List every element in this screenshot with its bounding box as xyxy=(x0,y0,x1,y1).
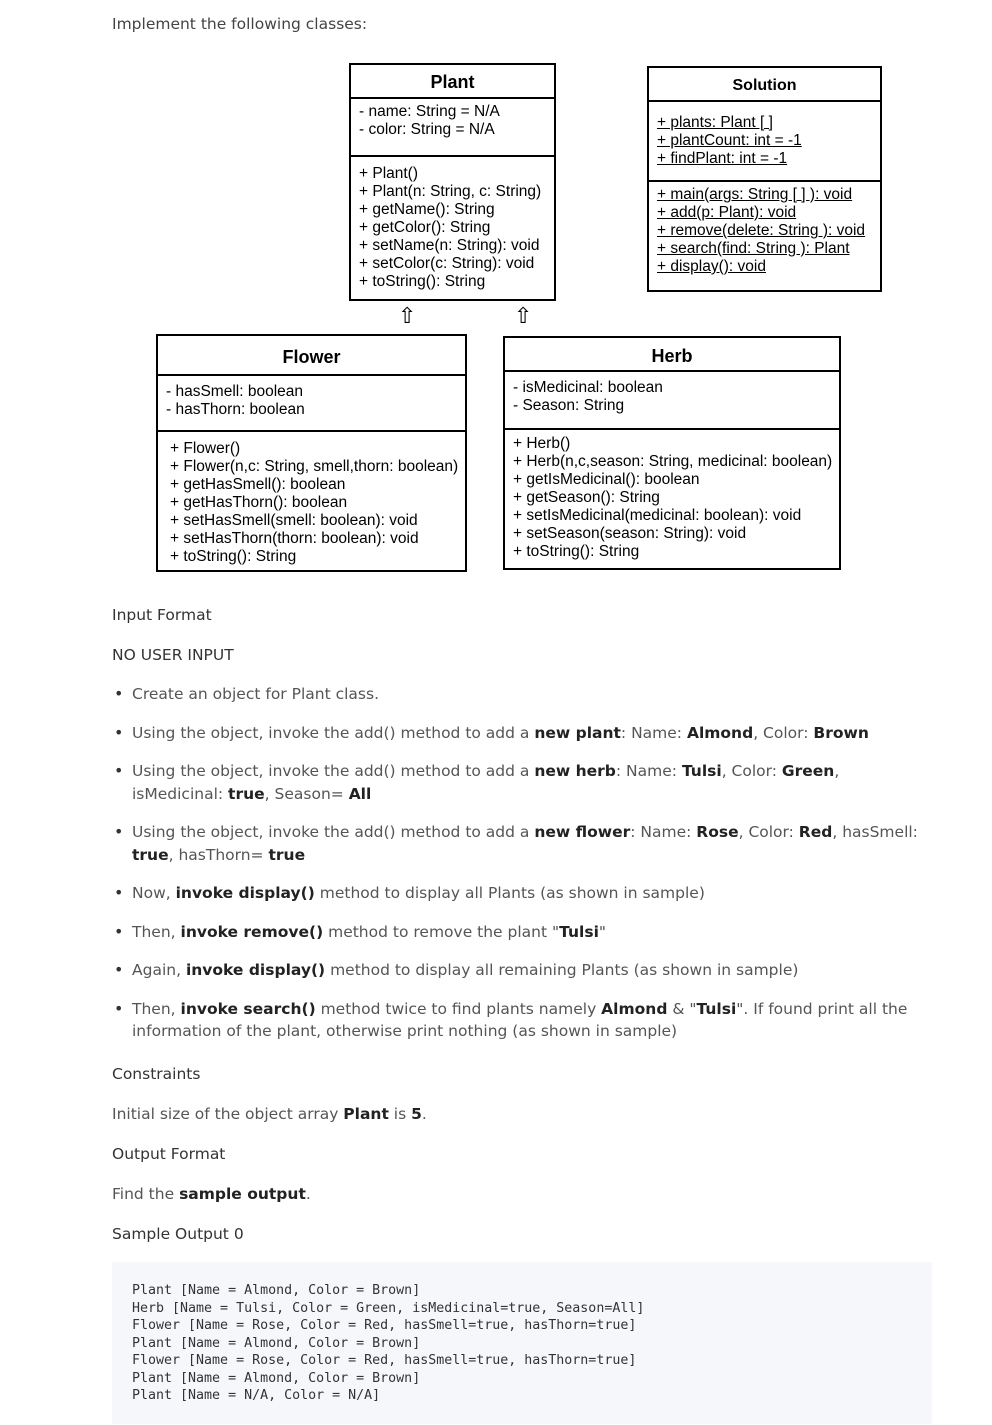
code-line: Flower [Name = Rose, Color = Red, hasSmell=true, hasThorn=true] xyxy=(132,1353,637,1368)
list-item: • Then, invoke search() method twice to find plants namely Almond & "Tulsi". If found print all the information of the plant, otherwise print nothing (as shown in sample) xyxy=(112,998,932,1043)
uml-method: + Herb(n,c,season: String, medicinal: boolean) xyxy=(513,453,833,470)
constraints-heading: Constraints xyxy=(112,1065,201,1083)
uml-attribute: + findPlant: int = -1 xyxy=(657,150,788,167)
uml-method: + getSeason(): String xyxy=(513,489,660,506)
uml-method: + Herb() xyxy=(513,435,571,452)
uml-method: + getHasSmell(): boolean xyxy=(170,476,346,493)
list-item: • Now, invoke display() method to display all Plants (as shown in sample) xyxy=(112,882,932,905)
code-line: Plant [Name = Almond, Color = Brown] xyxy=(132,1335,421,1351)
uml-method: + remove(delete: String ): void xyxy=(657,222,866,239)
uml-method: + setHasSmell(smell: boolean): void xyxy=(170,512,418,529)
sample-output-block xyxy=(112,1262,932,1424)
uml-method: + getName(): String xyxy=(359,201,495,218)
uml-class-flower xyxy=(156,334,467,572)
constraints-text: Initial size of the object array Plant is 5. xyxy=(112,1105,427,1123)
uml-method: + toString(): String xyxy=(170,548,297,565)
uml-method: + Plant() xyxy=(359,165,419,182)
uml-attribute: - hasThorn: boolean xyxy=(166,401,305,418)
list-item: • Using the object, invoke the add() method to add a new herb: Name: Tulsi, Color: Green, isMedicinal: true, Season= All xyxy=(112,760,932,805)
list-item: • Using the object, invoke the add() method to add a new flower: Name: Rose, Color: Red, hasSmell: true, hasThorn= true xyxy=(112,821,932,866)
input-format-heading: Input Format xyxy=(112,606,212,624)
code-line: Herb [Name = Tulsi, Color = Green, isMedicinal=true, Season=All] xyxy=(132,1300,645,1316)
uml-attributes xyxy=(505,372,839,430)
uml-methods xyxy=(649,182,880,280)
uml-class-solution xyxy=(647,66,882,292)
uml-method: + setHasThorn(thorn: boolean): void xyxy=(170,530,419,547)
uml-attribute: - color: String = N/A xyxy=(359,121,495,138)
uml-method: + toString(): String xyxy=(359,273,486,290)
inheritance-arrow-icon: ⇧ xyxy=(514,304,533,329)
uml-attribute: + plantCount: int = -1 xyxy=(657,132,802,149)
uml-class-name: Herb xyxy=(505,338,839,372)
list-item: • Using the object, invoke the add() method to add a new plant: Name: Almond, Color: Brown xyxy=(112,722,932,745)
no-user-input-text: NO USER INPUT xyxy=(112,646,234,664)
uml-method: + getIsMedicinal(): boolean xyxy=(513,471,700,488)
sample-output-heading: Sample Output 0 xyxy=(112,1225,244,1243)
instruction-list xyxy=(112,683,932,1059)
uml-attributes xyxy=(649,102,880,182)
uml-attribute: - isMedicinal: boolean xyxy=(513,379,663,396)
inheritance-arrow-icon: ⇧ xyxy=(398,304,417,329)
uml-method: + getHasThorn(): boolean xyxy=(170,494,348,511)
uml-method: + main(args: String [ ] ): void xyxy=(657,186,853,203)
list-item: • Again, invoke display() method to display all remaining Plants (as shown in sample) xyxy=(112,959,932,982)
uml-method: + toString(): String xyxy=(513,543,640,560)
uml-method: + Flower(n,c: String, smell,thorn: boolean) xyxy=(170,458,459,475)
uml-class-herb xyxy=(503,336,841,570)
uml-method: + getColor(): String xyxy=(359,219,491,236)
uml-method: + setColor(c: String): void xyxy=(359,255,535,272)
uml-methods xyxy=(158,432,465,570)
output-format-heading: Output Format xyxy=(112,1145,226,1163)
uml-method: + setName(n: String): void xyxy=(359,237,540,254)
list-item: • Then, invoke remove() method to remove the plant "Tulsi" xyxy=(112,921,932,944)
uml-attributes xyxy=(158,376,465,432)
uml-class-plant xyxy=(349,63,556,301)
uml-attribute: - name: String = N/A xyxy=(359,103,500,120)
code-line: Plant [Name = N/A, Color = N/A] xyxy=(132,1388,381,1403)
uml-method: + add(p: Plant): void xyxy=(657,204,797,221)
list-item: • Create an object for Plant class. xyxy=(112,683,932,706)
uml-attribute: + plants: Plant [ ] xyxy=(657,114,773,131)
code-line: Plant [Name = Almond, Color = Brown] xyxy=(132,1283,421,1298)
uml-methods xyxy=(505,430,839,565)
uml-class-name: Plant xyxy=(351,65,554,99)
output-format-text: Find the sample output. xyxy=(112,1185,311,1203)
uml-method: + search(find: String ): Plant xyxy=(657,240,850,257)
uml-method: + display(): void xyxy=(657,258,766,275)
uml-attribute: - Season: String xyxy=(513,397,625,414)
uml-method: + setIsMedicinal(medicinal: boolean): void xyxy=(513,507,802,524)
uml-class-name: Flower xyxy=(158,336,465,376)
uml-method: + Plant(n: String, c: String) xyxy=(359,183,542,200)
uml-class-name: Solution xyxy=(649,68,880,102)
code-line: Plant [Name = Almond, Color = Brown] xyxy=(132,1370,421,1386)
code-line: Flower [Name = Rose, Color = Red, hasSmell=true, hasThorn=true] xyxy=(132,1318,637,1333)
uml-methods xyxy=(351,157,554,295)
uml-attributes xyxy=(351,99,554,157)
intro-text: Implement the following classes: xyxy=(112,15,368,33)
uml-method: + Flower() xyxy=(170,440,241,457)
uml-attribute: - hasSmell: boolean xyxy=(166,383,303,400)
uml-method: + setSeason(season: String): void xyxy=(513,525,747,542)
